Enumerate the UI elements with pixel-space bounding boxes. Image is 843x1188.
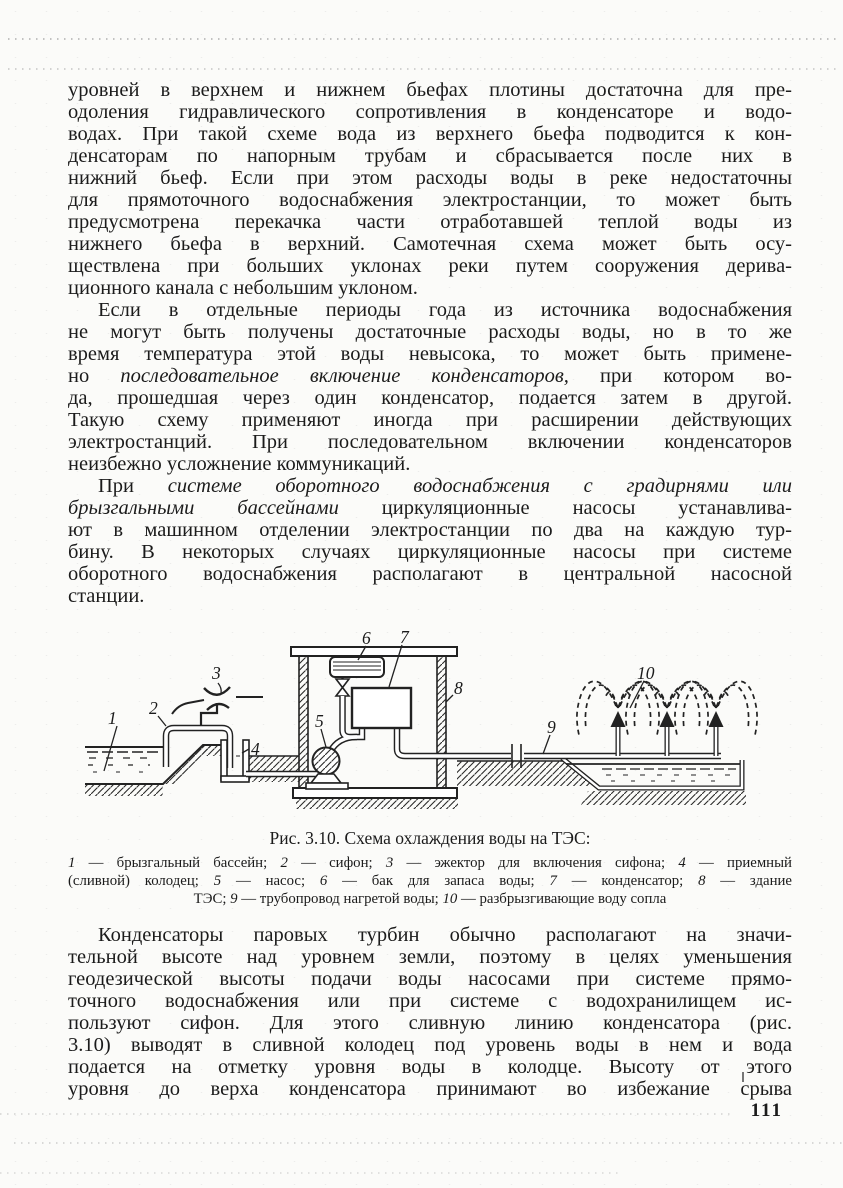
text-segment: но <box>68 365 121 387</box>
heated-water-pipe <box>397 727 511 756</box>
italic-text: 9 <box>230 891 238 908</box>
text-segment: — приемный <box>685 855 792 871</box>
intake-well <box>221 740 249 782</box>
text-segment: — брызгальный бассейн; <box>75 855 281 871</box>
text-segment: бину. В некоторых случаях циркуляционные насосы при системе <box>68 541 792 563</box>
page-number: 111 <box>750 1100 783 1121</box>
figure-label-1: 1 <box>108 708 117 728</box>
text-line <box>68 1056 792 1078</box>
text-line <box>68 946 792 968</box>
text-line <box>68 497 792 519</box>
text-segment: 3.10) выводят в сливной колодец под уровень воды в нем и вода <box>68 1033 792 1056</box>
text-segment: тельной высоте над уровнем земли, поэтому в целях уменьшения <box>68 945 792 968</box>
text-line <box>68 872 792 890</box>
text-segment: да, прошедшая через один конденсатор, подается затем в другой. <box>68 387 792 409</box>
figure <box>80 614 792 819</box>
text-line <box>68 343 792 365</box>
text-line <box>68 189 792 211</box>
text-segment: водах. При такой схеме вода из верхнего бьефа подводится к кон- <box>68 123 792 145</box>
italic-text: 7 <box>549 873 557 890</box>
italic-text: 8 <box>698 873 706 890</box>
text-line <box>68 453 792 475</box>
text-line <box>68 475 792 497</box>
text-line <box>68 387 792 409</box>
text-line <box>68 255 792 277</box>
text-line <box>68 299 792 321</box>
figure-label-10: 10 <box>637 663 655 683</box>
text-segment: денсаторам по напорным трубам и сбрасывается после них в <box>68 145 792 167</box>
text-segment: электростанций. При последовательном включении конденсаторов <box>68 431 792 453</box>
text-segment: — разбрызгивающие воду сопла <box>457 891 667 908</box>
figure-legend <box>68 854 792 909</box>
text-segment: При <box>98 475 168 497</box>
figure-label-8: 8 <box>454 678 463 698</box>
text-line <box>68 563 792 585</box>
text-segment: циркуляционные насосы устанавлива- <box>338 497 792 519</box>
text-line <box>68 321 792 343</box>
figure-label-6: 6 <box>362 628 371 648</box>
text-segment: нижнего бьефа в верхний. Самотечная схема может быть осу- <box>68 233 792 255</box>
figure-label-7: 7 <box>400 627 409 647</box>
text-segment: Если в отдельные периоды года из источника водоснабжения <box>98 299 792 321</box>
text-segment: — эжектор для включения сифона; <box>393 855 679 871</box>
text-line <box>68 123 792 145</box>
text-segment: — насос; <box>221 873 320 890</box>
text-line <box>68 101 792 123</box>
text-segment: при котором во- <box>568 365 792 387</box>
text-line <box>68 431 792 453</box>
text-segment: уровня до верха конденсатора принимают во избежание срыва <box>68 1077 792 1100</box>
italic-text: системе оборотного водоснабжения с градирнями или <box>167 475 792 497</box>
text-segment: время температура этой воды невысока, то может быть примене- <box>68 343 792 365</box>
text-segment: уровней в верхнем и нижнем бьефах плотины достаточна для пре- <box>68 79 792 101</box>
text-line <box>68 1034 792 1056</box>
italic-text: 6 <box>319 873 328 890</box>
italic-text: 1 <box>68 855 76 871</box>
text-line <box>68 365 792 387</box>
scan-noise-line <box>0 1113 730 1115</box>
text-segment: для прямоточного водоснабжения электростанции, то может быть <box>68 189 792 211</box>
text-line <box>68 990 792 1012</box>
text-line <box>68 890 792 908</box>
italic-text: 10 <box>442 891 458 908</box>
text-line <box>68 1078 792 1100</box>
italic-text: 4 <box>678 855 686 871</box>
text-line <box>68 233 792 255</box>
text-segment: одоления гидравлического сопротивления в конденсаторе и водо- <box>68 101 792 123</box>
figure-label-4: 4 <box>251 739 260 759</box>
italic-text: 5 <box>213 873 222 890</box>
text-segment: геодезической высоты подачи воды насосами при системе прямо- <box>68 967 792 990</box>
figure-label-5: 5 <box>315 711 324 731</box>
text-line <box>68 145 792 167</box>
text-line <box>68 79 792 101</box>
text-segment: — здание <box>705 873 792 890</box>
text-segment: Конденсаторы паровых турбин обычно располагают на значи- <box>98 923 792 946</box>
italic-text: 2 <box>280 855 288 871</box>
text-segment: нижний бьеф. Если при этом расходы воды в реке недостаточны <box>68 167 792 189</box>
text-line <box>68 519 792 541</box>
paragraph <box>68 299 792 475</box>
spray-nozzle <box>675 681 757 756</box>
scan-noise-line <box>0 1172 620 1174</box>
figure-label-3: 3 <box>212 663 221 683</box>
condenser <box>352 688 411 728</box>
text-segment: ТЭС; <box>193 891 231 908</box>
text-segment: — сифон; <box>287 855 386 871</box>
text-segment: предусмотрена перекачка части отработавшей теплой воды из <box>68 211 792 233</box>
figure-label-2: 2 <box>149 698 158 718</box>
italic-text: 3 <box>385 855 394 871</box>
text-segment: (сливной) колодец; <box>68 873 214 890</box>
text-segment: ционного канала с небольшим уклоном. <box>68 277 418 299</box>
text-segment: точного водоснабжения или при системе с водохранилищем ис- <box>68 989 792 1012</box>
paragraph <box>68 79 792 299</box>
spray-pool <box>87 752 161 772</box>
scan-noise-line <box>14 1142 843 1144</box>
text-line <box>68 1012 792 1034</box>
text-line <box>68 968 792 990</box>
text-line <box>68 167 792 189</box>
text-line <box>68 854 792 872</box>
pump <box>306 748 348 790</box>
text-line <box>68 409 792 431</box>
paragraph <box>68 924 792 1100</box>
text-line <box>68 541 792 563</box>
text-segment: оборотного водоснабжения располагают в центральной насосной <box>68 563 792 585</box>
text-segment: ют в машинном отделении электростанции по два на каждую тур- <box>68 519 792 541</box>
figure-caption-title: Рис. 3.10. Схема охлаждения воды на ТЭС: <box>269 828 591 848</box>
text-segment: — трубопровод нагретой воды; <box>237 891 443 908</box>
figure-diagram <box>80 614 780 814</box>
text-segment: ществлена при больших уклонах реки путем сооружения дерива- <box>68 255 792 277</box>
scan-noise-line <box>8 38 839 40</box>
scan-noise-line <box>8 68 839 70</box>
text-segment: пользуют сифон. Для этого сливную линию конденсатора (рис. <box>68 1011 792 1034</box>
text-column <box>68 79 792 1100</box>
text-segment: — конденсатор; <box>556 873 699 890</box>
text-line <box>68 585 792 607</box>
text-segment: не могут быть получены достаточные расходы воды, но в то же <box>68 321 792 343</box>
text-line <box>68 211 792 233</box>
figure-label-9: 9 <box>547 717 556 737</box>
text-segment: подается на отметку уровня воды в колодце. Высоту от этого <box>68 1055 792 1078</box>
italic-text: брызгальными бассейнами <box>68 497 339 519</box>
ejector <box>172 687 263 725</box>
text-line <box>68 924 792 946</box>
italic-text: последовательное включение конденсаторов, <box>120 365 569 387</box>
paragraph <box>68 475 792 607</box>
text-segment: — бак для запаса воды; <box>327 873 550 890</box>
text-line <box>68 277 792 299</box>
text-segment: неизбежно усложнение коммуникаций. <box>68 453 411 475</box>
text-segment: Такую схему применяют иногда при расширении действующих <box>68 409 792 431</box>
text-segment: станции. <box>68 585 145 607</box>
spray-nozzle <box>577 681 659 756</box>
